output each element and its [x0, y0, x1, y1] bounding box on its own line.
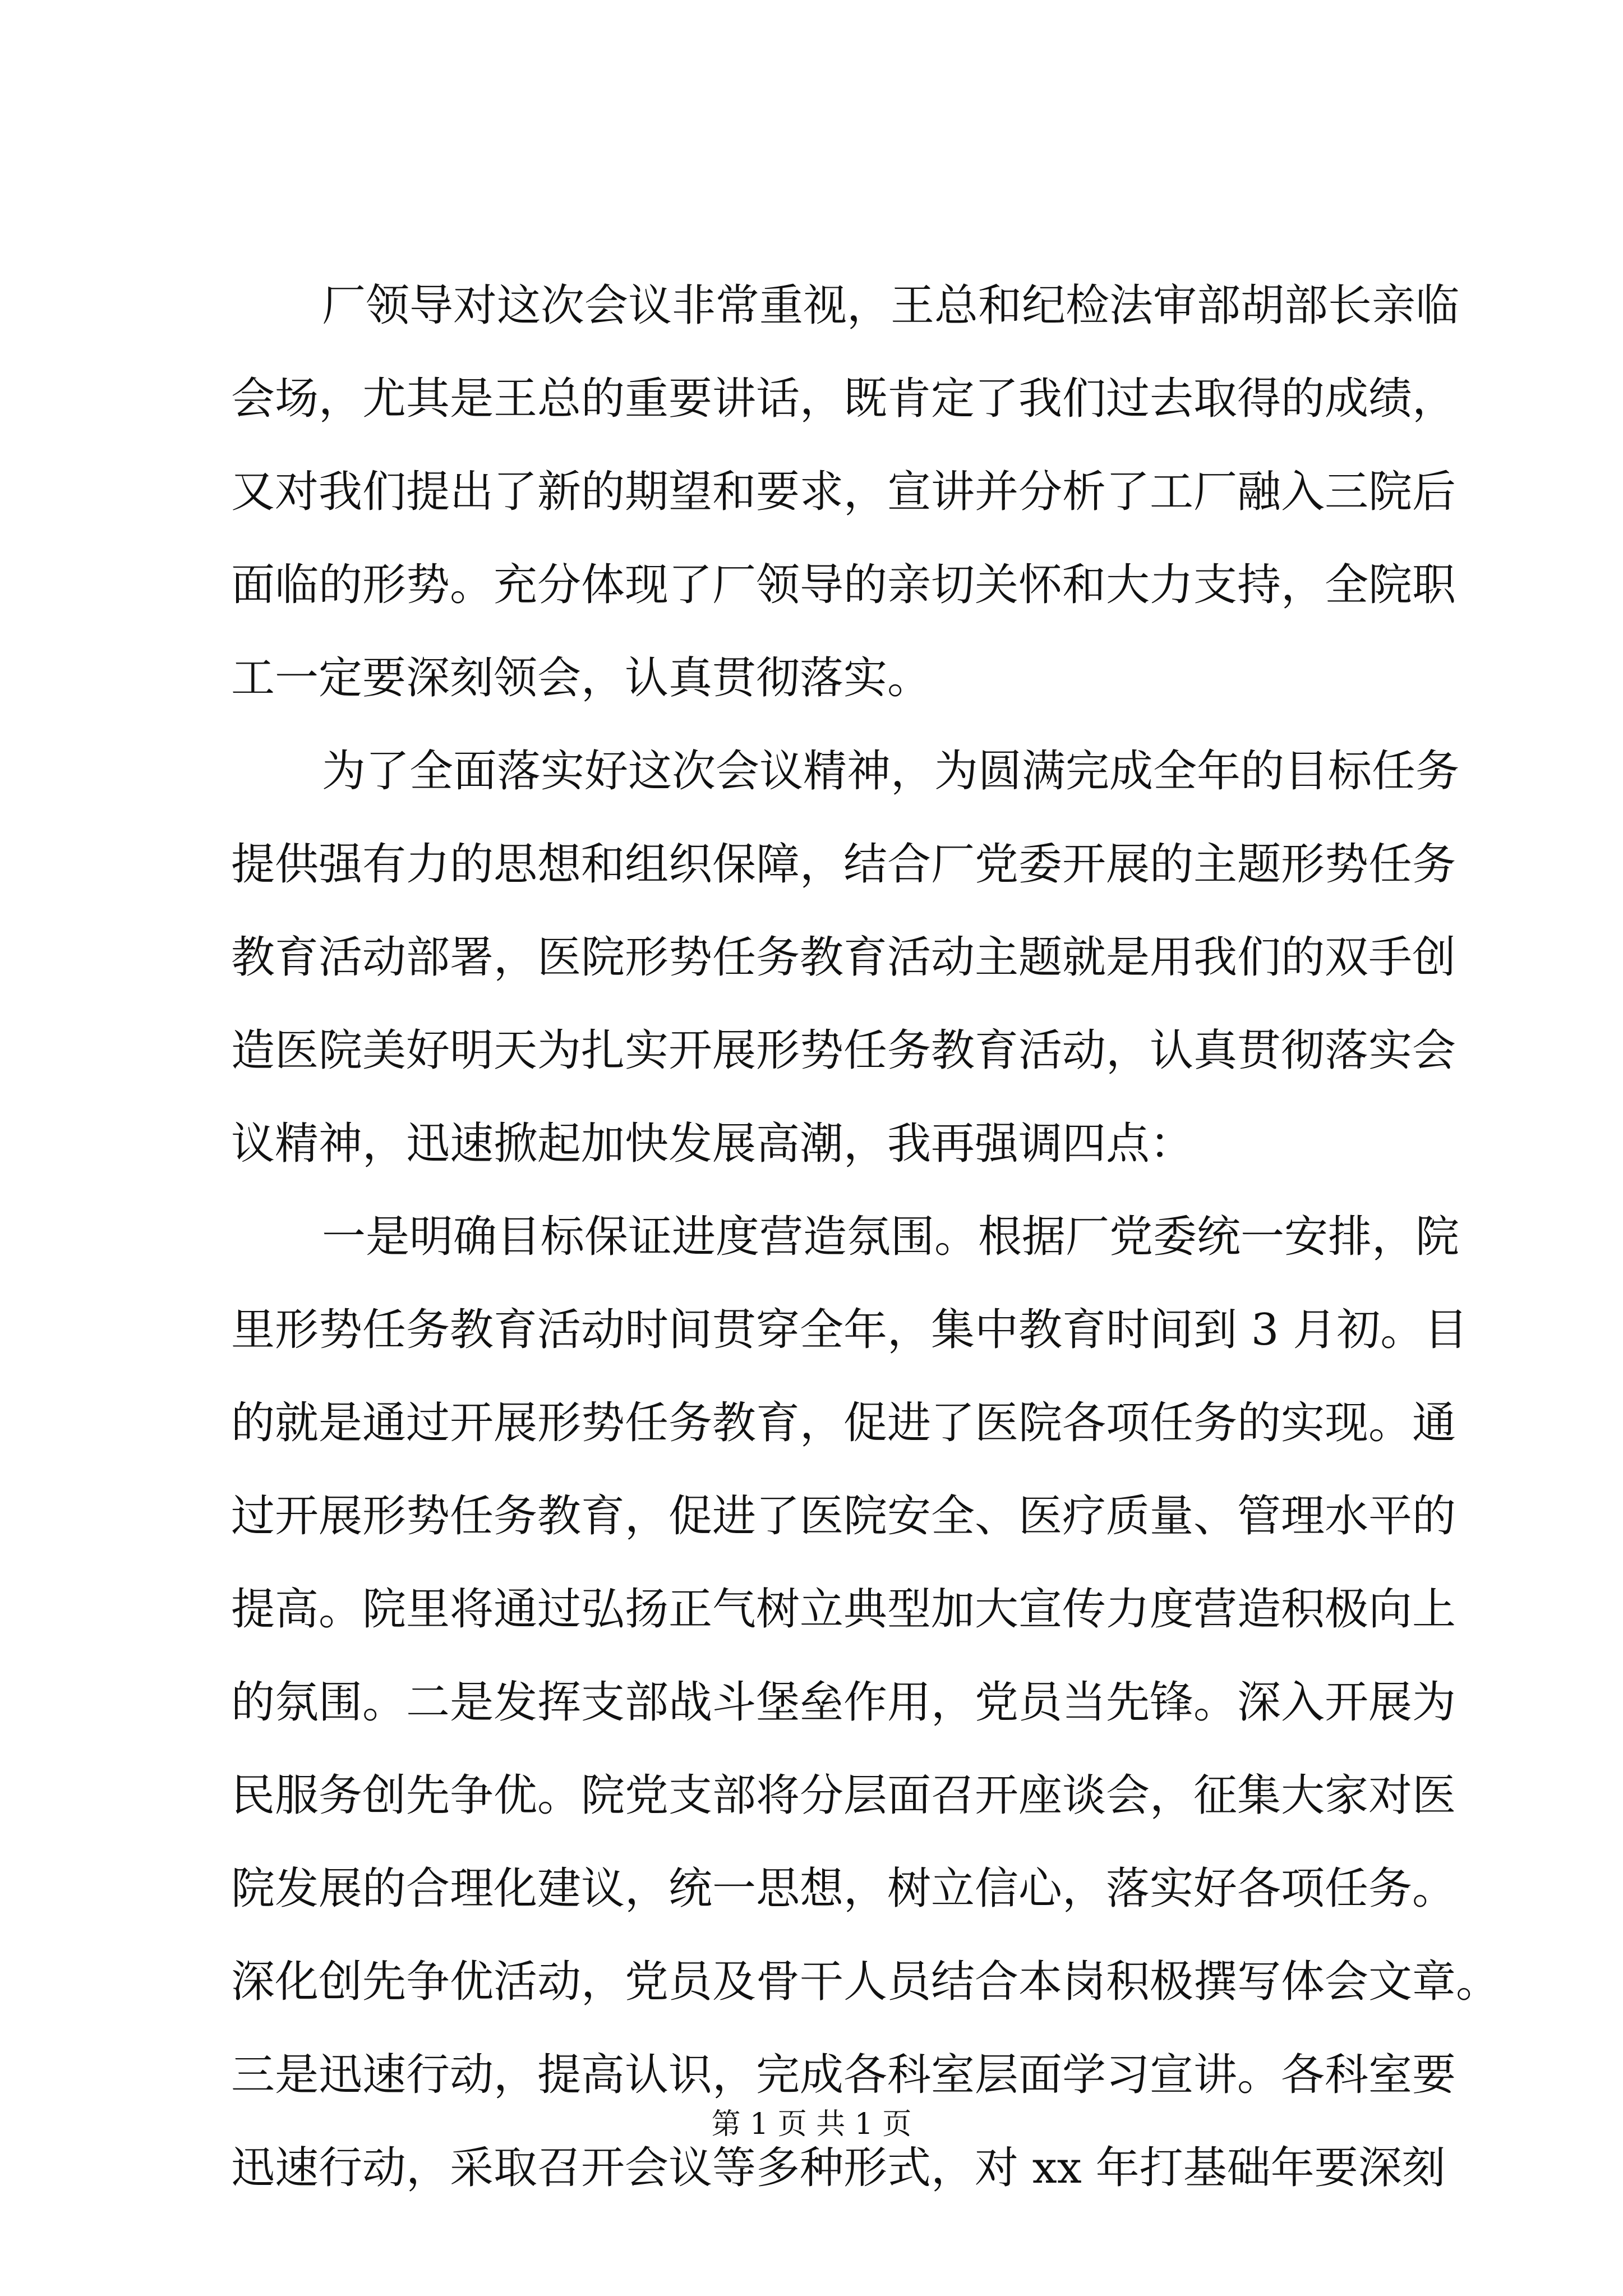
text-line: 提高。院里将通过弘扬正气树立典型加大宣传力度营造积极向上	[231, 1584, 1456, 1635]
text-line: 的氛围。二是发挥支部战斗堡垒作用，党员当先锋。深入开展为	[231, 1677, 1456, 1728]
text-line: 造医院美好明天为扎实开展形势任务教育活动，认真贯彻落实会	[231, 1025, 1456, 1076]
text-line: 里形势任务教育活动时间贯穿全年，集中教育时间到 3 月初。目	[231, 1305, 1468, 1355]
text-line: 工一定要深刻领会，认真贯彻落实。	[231, 653, 932, 703]
page-number-label: 第 1 页 共 1 页	[711, 2108, 912, 2141]
document-body	[231, 259, 1500, 2215]
page-footer	[0, 2105, 1623, 2144]
text-line: 过开展形势任务教育，促进了医院安全、医疗质量、管理水平的	[231, 1491, 1456, 1542]
text-line: 深化创先争优活动，党员及骨干人员结合本岗积极撰写体会文章。	[231, 1957, 1500, 2007]
text-line: 厂领导对这次会议非常重视，王总和纪检法审部胡部长亲临	[322, 280, 1460, 331]
text-line: 的就是通过开展形势任务教育，促进了医院各项任务的实现。通	[231, 1398, 1456, 1448]
text-line: 又对我们提出了新的期望和要求，宣讲并分析了工厂融入三院后	[231, 467, 1456, 517]
text-line: 提供强有力的思想和组织保障，结合厂党委开展的主题形势任务	[231, 839, 1456, 890]
text-line: 三是迅速行动，提高认识，完成各科室层面学习宣讲。各科室要	[231, 2050, 1456, 2100]
text-line: 会场，尤其是王总的重要讲话，既肯定了我们过去取得的成绩，	[231, 374, 1456, 424]
text-line: 为了全面落实好这次会议精神，为圆满完成全年的目标任务	[322, 746, 1460, 797]
text-line: 院发展的合理化建议，统一思想，树立信心，落实好各项任务。	[231, 1864, 1456, 1914]
text-line: 一是明确目标保证进度营造氛围。根据厂党委统一安排，院	[322, 1212, 1460, 1262]
text-line: 迅速行动，采取召开会议等多种形式，对 xx 年打基础年要深刻	[231, 2143, 1446, 2193]
text-line: 议精神，迅速掀起加快发展高潮，我再强调四点：	[231, 1119, 1194, 1169]
text-line: 面临的形势。充分体现了厂领导的亲切关怀和大力支持，全院职	[231, 560, 1456, 610]
text-line: 民服务创先争优。院党支部将分层面召开座谈会，征集大家对医	[231, 1770, 1456, 1821]
text-line: 教育活动部署，医院形势任务教育活动主题就是用我们的双手创	[231, 932, 1456, 983]
